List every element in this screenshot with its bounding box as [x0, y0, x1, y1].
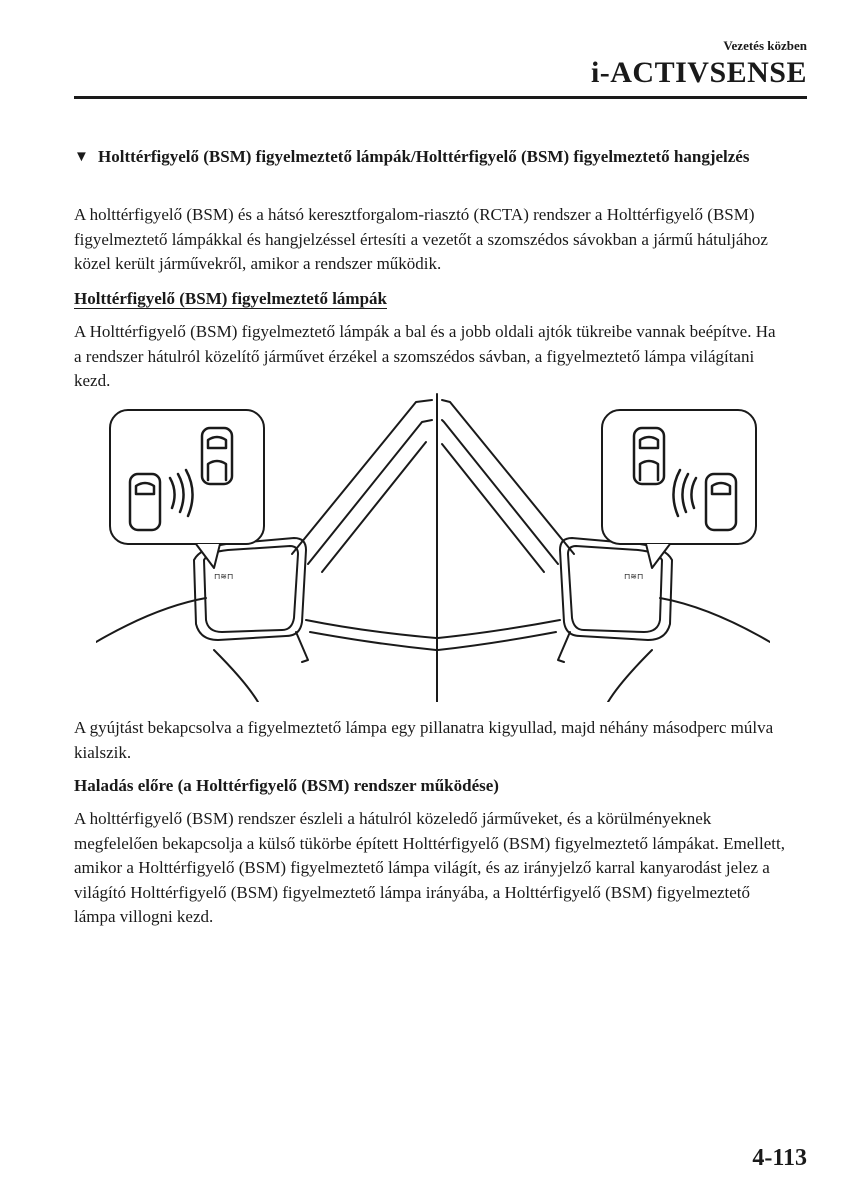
lamps-heading: Holttérfigyelő (BSM) figyelmeztető lámpák: [74, 289, 387, 308]
mirror-illustration-svg: [96, 392, 770, 702]
mirror-illustration: [96, 392, 770, 702]
section-label: Vezetés közben: [723, 38, 807, 53]
mirror-indicator-right-icon: ⊓≋⊓: [624, 572, 644, 581]
main-heading-text: Holttérfigyelő (BSM) figyelmeztető lámpák/Holttérfigyelő (BSM) figyelmeztető hangjelzés: [98, 147, 750, 166]
chapter-title: i-ACTIVSENSE: [590, 56, 807, 89]
triangle-marker-icon: ▼: [74, 149, 89, 165]
main-heading: [74, 145, 786, 170]
forward-paragraph: A holttérfigyelő (BSM) rendszer észleli a hátulról közeledő járműveket, és a körülményeknek megfelelően bekapcsolja a külső tükörbe épített Holttérfigyelő (BSM) figyelmeztető lámpákat. Emellett, amikor a Holttérfigyelő (BSM) figyelmeztető lámpa világít, és az irányjelző karral kanyarodást jelez a világító Holttérfigyelő (BSM) figyelmeztető lámpa irányába, a Holttérfigyelő (BSM) figyelmeztető lámpa villogni kezd.: [74, 809, 785, 926]
forward-heading: Haladás előre (a Holttérfigyelő (BSM) rendszer működése): [74, 776, 499, 795]
lamps-paragraph: A Holttérfigyelő (BSM) figyelmeztető lámpák a bal és a jobb oldali ajtók tükreibe vannak beépítve. Ha a rendszer hátulról közelítő járművet érzékel a szomszédos sávban, a figyelmeztető lámpa világítani kezd.: [74, 322, 776, 390]
ignition-paragraph: A gyújtást bekapcsolva a figyelmeztető lámpa egy pillanatra kigyullad, majd néhány másodperc múlva kialszik.: [74, 718, 774, 762]
intro-paragraph: A holttérfigyelő (BSM) és a hátsó keresztforgalom-riasztó (RCTA) rendszer a Holttérfigyelő (BSM) figyelmeztető lámpákkal és hangjelzéssel értesíti a vezetőt a szomszédos sávokban a jármű hátuljához közel került járművekről, amikor a rendszer működik.: [74, 205, 768, 273]
mirror-indicator-left-icon: ⊓≋⊓: [214, 572, 234, 581]
page-number: 4-113: [752, 1145, 807, 1171]
header-rule: [74, 96, 807, 99]
